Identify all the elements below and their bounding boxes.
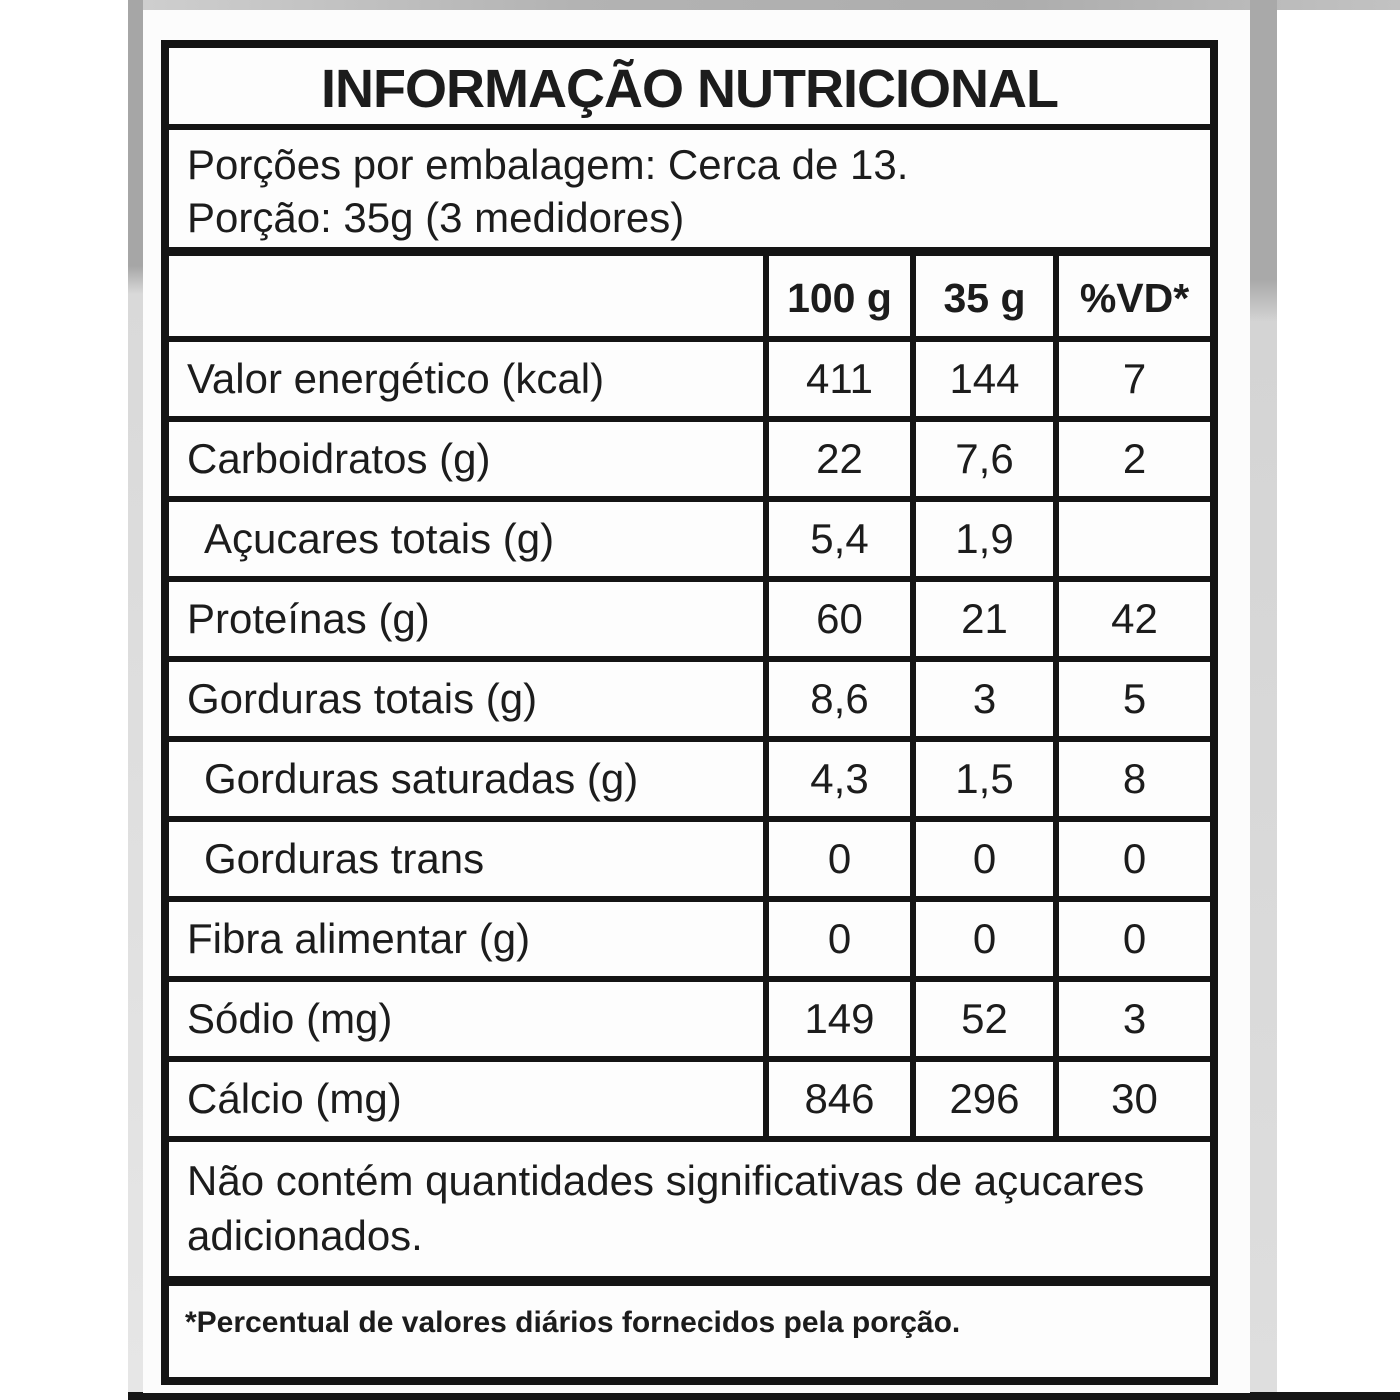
- background-shadow-top: [128, 0, 1400, 10]
- value-100g-cell: 149: [763, 976, 910, 1056]
- nutrient-name-cell: Proteínas (g): [169, 576, 763, 656]
- value-100g-cell: 60: [763, 576, 910, 656]
- value-35g-cell: 52: [910, 976, 1053, 1056]
- value-100g-cell: 22: [763, 416, 910, 496]
- value-100g-cell: 846: [763, 1056, 910, 1136]
- nutrition-label-card: [143, 10, 1250, 1393]
- col-header-35g: 35 g: [910, 256, 1053, 341]
- vd-cell: 5: [1053, 656, 1210, 736]
- serving-size: Porção: 35g (3 medidores): [187, 194, 685, 242]
- nutrition-title: INFORMAÇÃO NUTRICIONAL: [169, 48, 1210, 130]
- nutrition-facts-table: [161, 40, 1218, 1385]
- nutrient-name-cell: Cálcio (mg): [169, 1056, 763, 1136]
- nutrient-name-cell: Gorduras saturadas (g): [169, 736, 763, 816]
- value-100g-cell: 8,6: [763, 656, 910, 736]
- nutrient-name-cell: Gorduras totais (g): [169, 656, 763, 736]
- value-35g-cell: 144: [910, 336, 1053, 416]
- no-added-sugar-note: Não contém quantidades significativas de açucares adicionados.: [169, 1136, 1210, 1276]
- nutrient-name-cell: Sódio (mg): [169, 976, 763, 1056]
- nutrient-name-cell: Açucares totais (g): [169, 496, 763, 576]
- serving-info: [169, 130, 1210, 256]
- background-shadow-left: [128, 0, 143, 1400]
- value-100g-cell: 5,4: [763, 496, 910, 576]
- nutrient-name-cell: Gorduras trans: [169, 816, 763, 896]
- value-35g-cell: 7,6: [910, 416, 1053, 496]
- nutrition-grid: [169, 256, 1210, 1136]
- value-35g-cell: 0: [910, 896, 1053, 976]
- value-35g-cell: 3: [910, 656, 1053, 736]
- col-header-100g: 100 g: [763, 256, 910, 341]
- servings-per-package: Porções por embalagem: Cerca de 13.: [187, 141, 909, 188]
- background-shadow-right: [1250, 0, 1277, 1400]
- value-35g-cell: 296: [910, 1056, 1053, 1136]
- daily-value-footnote: *Percentual de valores diários fornecidos pela porção.: [169, 1276, 1210, 1377]
- vd-cell: 42: [1053, 576, 1210, 656]
- vd-cell: 8: [1053, 736, 1210, 816]
- vd-cell: 3: [1053, 976, 1210, 1056]
- value-100g-cell: 0: [763, 896, 910, 976]
- nutrient-name-cell: Valor energético (kcal): [169, 336, 763, 416]
- vd-cell: 30: [1053, 1056, 1210, 1136]
- nutrient-name-cell: Fibra alimentar (g): [169, 896, 763, 976]
- vd-cell: 7: [1053, 336, 1210, 416]
- vd-cell: 0: [1053, 816, 1210, 896]
- value-35g-cell: 0: [910, 816, 1053, 896]
- value-35g-cell: 21: [910, 576, 1053, 656]
- background-bar-bottom: [128, 1392, 1400, 1400]
- vd-cell: [1053, 496, 1210, 576]
- value-35g-cell: 1,5: [910, 736, 1053, 816]
- value-100g-cell: 0: [763, 816, 910, 896]
- value-100g-cell: 411: [763, 336, 910, 416]
- nutrient-name-cell: Carboidratos (g): [169, 416, 763, 496]
- empty-header-cell: [169, 256, 763, 341]
- col-header-vd: %VD*: [1053, 256, 1210, 341]
- value-100g-cell: 4,3: [763, 736, 910, 816]
- vd-cell: 0: [1053, 896, 1210, 976]
- vd-cell: 2: [1053, 416, 1210, 496]
- value-35g-cell: 1,9: [910, 496, 1053, 576]
